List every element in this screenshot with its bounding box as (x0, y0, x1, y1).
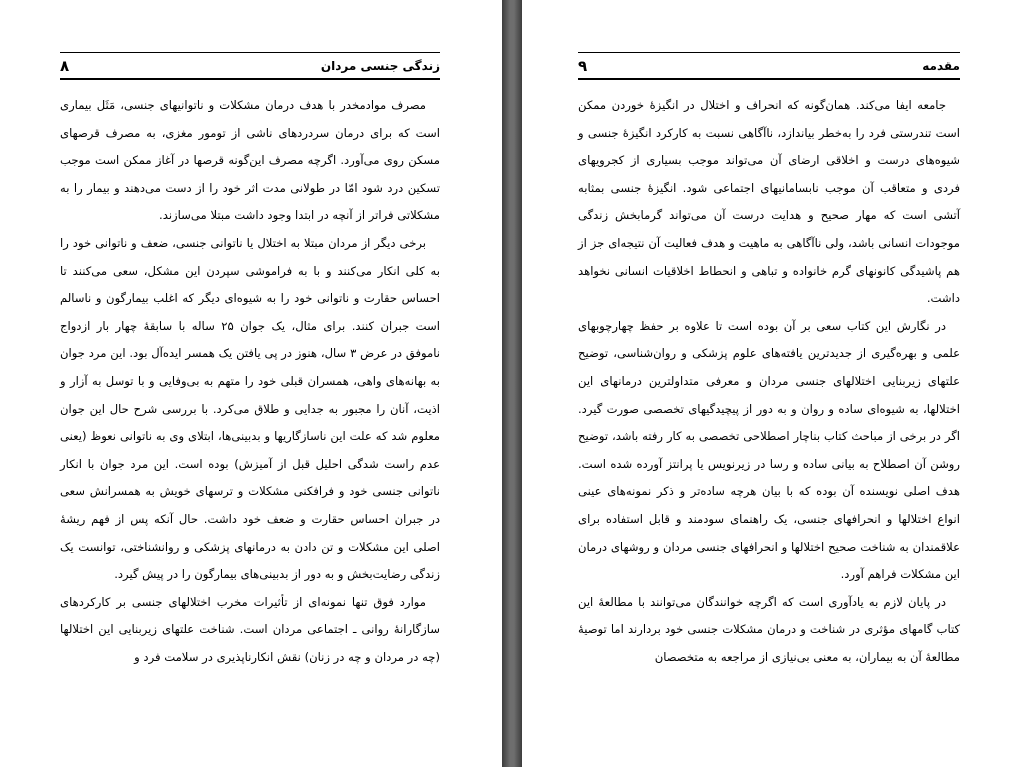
right-page-header (578, 52, 960, 80)
left-page-header (60, 52, 440, 80)
paragraph: مصرف موادمخدر با هدف درمان مشکلات و ناتوانیهای جنسی، مَثَل بیماری است که برای درمان سردردهای ناشی از تومور مغزی، به مصرف قرصهای مسکن روی می‌آورد. اگرچه مصرف این‌گونه قرصها در آغاز ممکن است موجب تسکین درد شود امّا در طولانی مدت اثر خود را از دست می‌دهند و بیمار را به مشکلاتی فراتر از آنچه در ابتدا وجود داشت مبتلا می‌سازند. (60, 98, 440, 223)
right-page (522, 0, 1024, 767)
book-gutter (502, 0, 522, 767)
left-page-body (60, 92, 440, 671)
paragraph: جامعه ایفا می‌کند. همان‌گونه که انحراف و اختلال در انگیزهٔ خوردن ممکن است تندرستی فرد را به‌خطر بیاندازد، ناآگاهی نسبت به کارکرد انگیزهٔ جنسی و شیوه‌های درست و اخلاقی ارضای آن می‌تواند موجب بسیاری از کجرویهای فردی و متعاقب آن موجب نابسامانیهای اجتماعی شود. انگیزهٔ جنسی بمثابه آتشی است که مهار صحیح و هدایت درست آن می‌تواند گرمابخش زندگی موجودات انسانی باشد، ولی ناآگاهی به ماهیت و هدف فعالیت آن نتیجه‌ای جز از هم پاشیدگی کانونهای گرم خانواده و تباهی و انحطاط اخلاقیات انسانی نخواهد داشت. (578, 98, 960, 306)
running-title: زندگی جنسی مردان (320, 58, 440, 73)
paragraph: برخی دیگر از مردان مبتلا به اختلال یا ناتوانی جنسی، ضعف و ناتوانی خود را به کلی انکار می‌کنند و با به فراموشی سپردن این مشکل، سعی می‌کنند تا احساس حقارت و ناتوانی خود را به شیوه‌ای دیگر که اغلب بیمارگون و ناسالم است جبران کنند. برای مثال، یک جوان ۲۵ ساله با سابقهٔ چهار بار ازدواج ناموفق در عرض ۳ سال، هنوز در پی یافتن یک همسر ایده‌آل بود. این مرد جوان به بهانه‌های واهی، همسران قبلی خود را متهم به بی‌وفایی و با توسل به آزار و اذیت، آنان را مجبور به جدایی و طلاق می‌کرد. با بررسی شرح حال این جوان معلوم شد که علت این ناسازگاریها و بدبینی‌ها، ابتلای وی به ناتوانی نعوظ (یعنی عدم راست شدگی احلیل قبل از آمیزش) بوده است. این مرد جوان با انکار ناتوانی جنسی خود و فرافکنی مشکلات و ترسهای خویش به همسرانش سعی در جبران احساس حقارت و ضعف خود داشت. حال آنکه پس از فهم ریشهٔ اصلی این مشکلات و تن دادن به درمانهای پزشکی و روانشناختی، توانست یک زندگی رضایت‌بخش و به دور از بدبینی‌های بیمارگون را در پیش گیرد. (60, 235, 440, 582)
running-title: مقدمه (922, 58, 960, 73)
page-number: ۹ (578, 56, 588, 75)
page-number: ۸ (60, 56, 70, 75)
paragraph: موارد فوق تنها نمونه‌ای از تأثیرات مخرب اختلالهای جنسی بر کارکردهای سازگارانهٔ روانی ـ اجتماعی مردان است. شناخت علتهای زیربنایی این اختلالها (چه در مردان و چه در زنان) نقش انکارناپذیری در سلامت فرد و (60, 594, 440, 664)
right-page-body (578, 92, 960, 671)
paragraph: در نگارش این کتاب سعی بر آن بوده است تا علاوه بر حفظ چهارچوبهای علمی و بهره‌گیری از جدیدترین یافته‌های علوم پزشکی و روان‌شناسی، توضیح علتهای زیربنایی اختلالهای جنسی مردان و معرفی متداولترین درمانهای این اختلالها، به شیوه‌ای ساده و روان و به دور از پیچیدگیهای تخصصی صورت گیرد. اگر در برخی از مباحث کتاب بناچار اصطلاحی تخصصی به کار رفته باشد، توضیح روشن آن اصطلاح به بیانی ساده و رسا در زیرنویس یا پرانتز آورده شده است. هدف اصلی نویسنده آن بوده که با بیان هرچه ساده‌تر و ذکر نمونه‌های عینی انواع اختلالها و انحرافهای جنسی، یک راهنمای سودمند و قابل استفاده برای علاقمندان به شناخت صحیح اختلالها و انحرافهای جنسی مردان و روشهای درمان این مشکلات فراهم آورد. (578, 318, 960, 582)
paragraph: در پایان لازم به یادآوری است که اگرچه خوانندگان می‌توانند با مطالعهٔ این کتاب گامهای مؤثری در شناخت و درمان مشکلات جنسی خود بردارند اما توصیهٔ مطالعهٔ آن به بیماران، به معنی بی‌نیازی از مراجعه به متخصصان (578, 594, 960, 664)
left-page (0, 0, 502, 767)
